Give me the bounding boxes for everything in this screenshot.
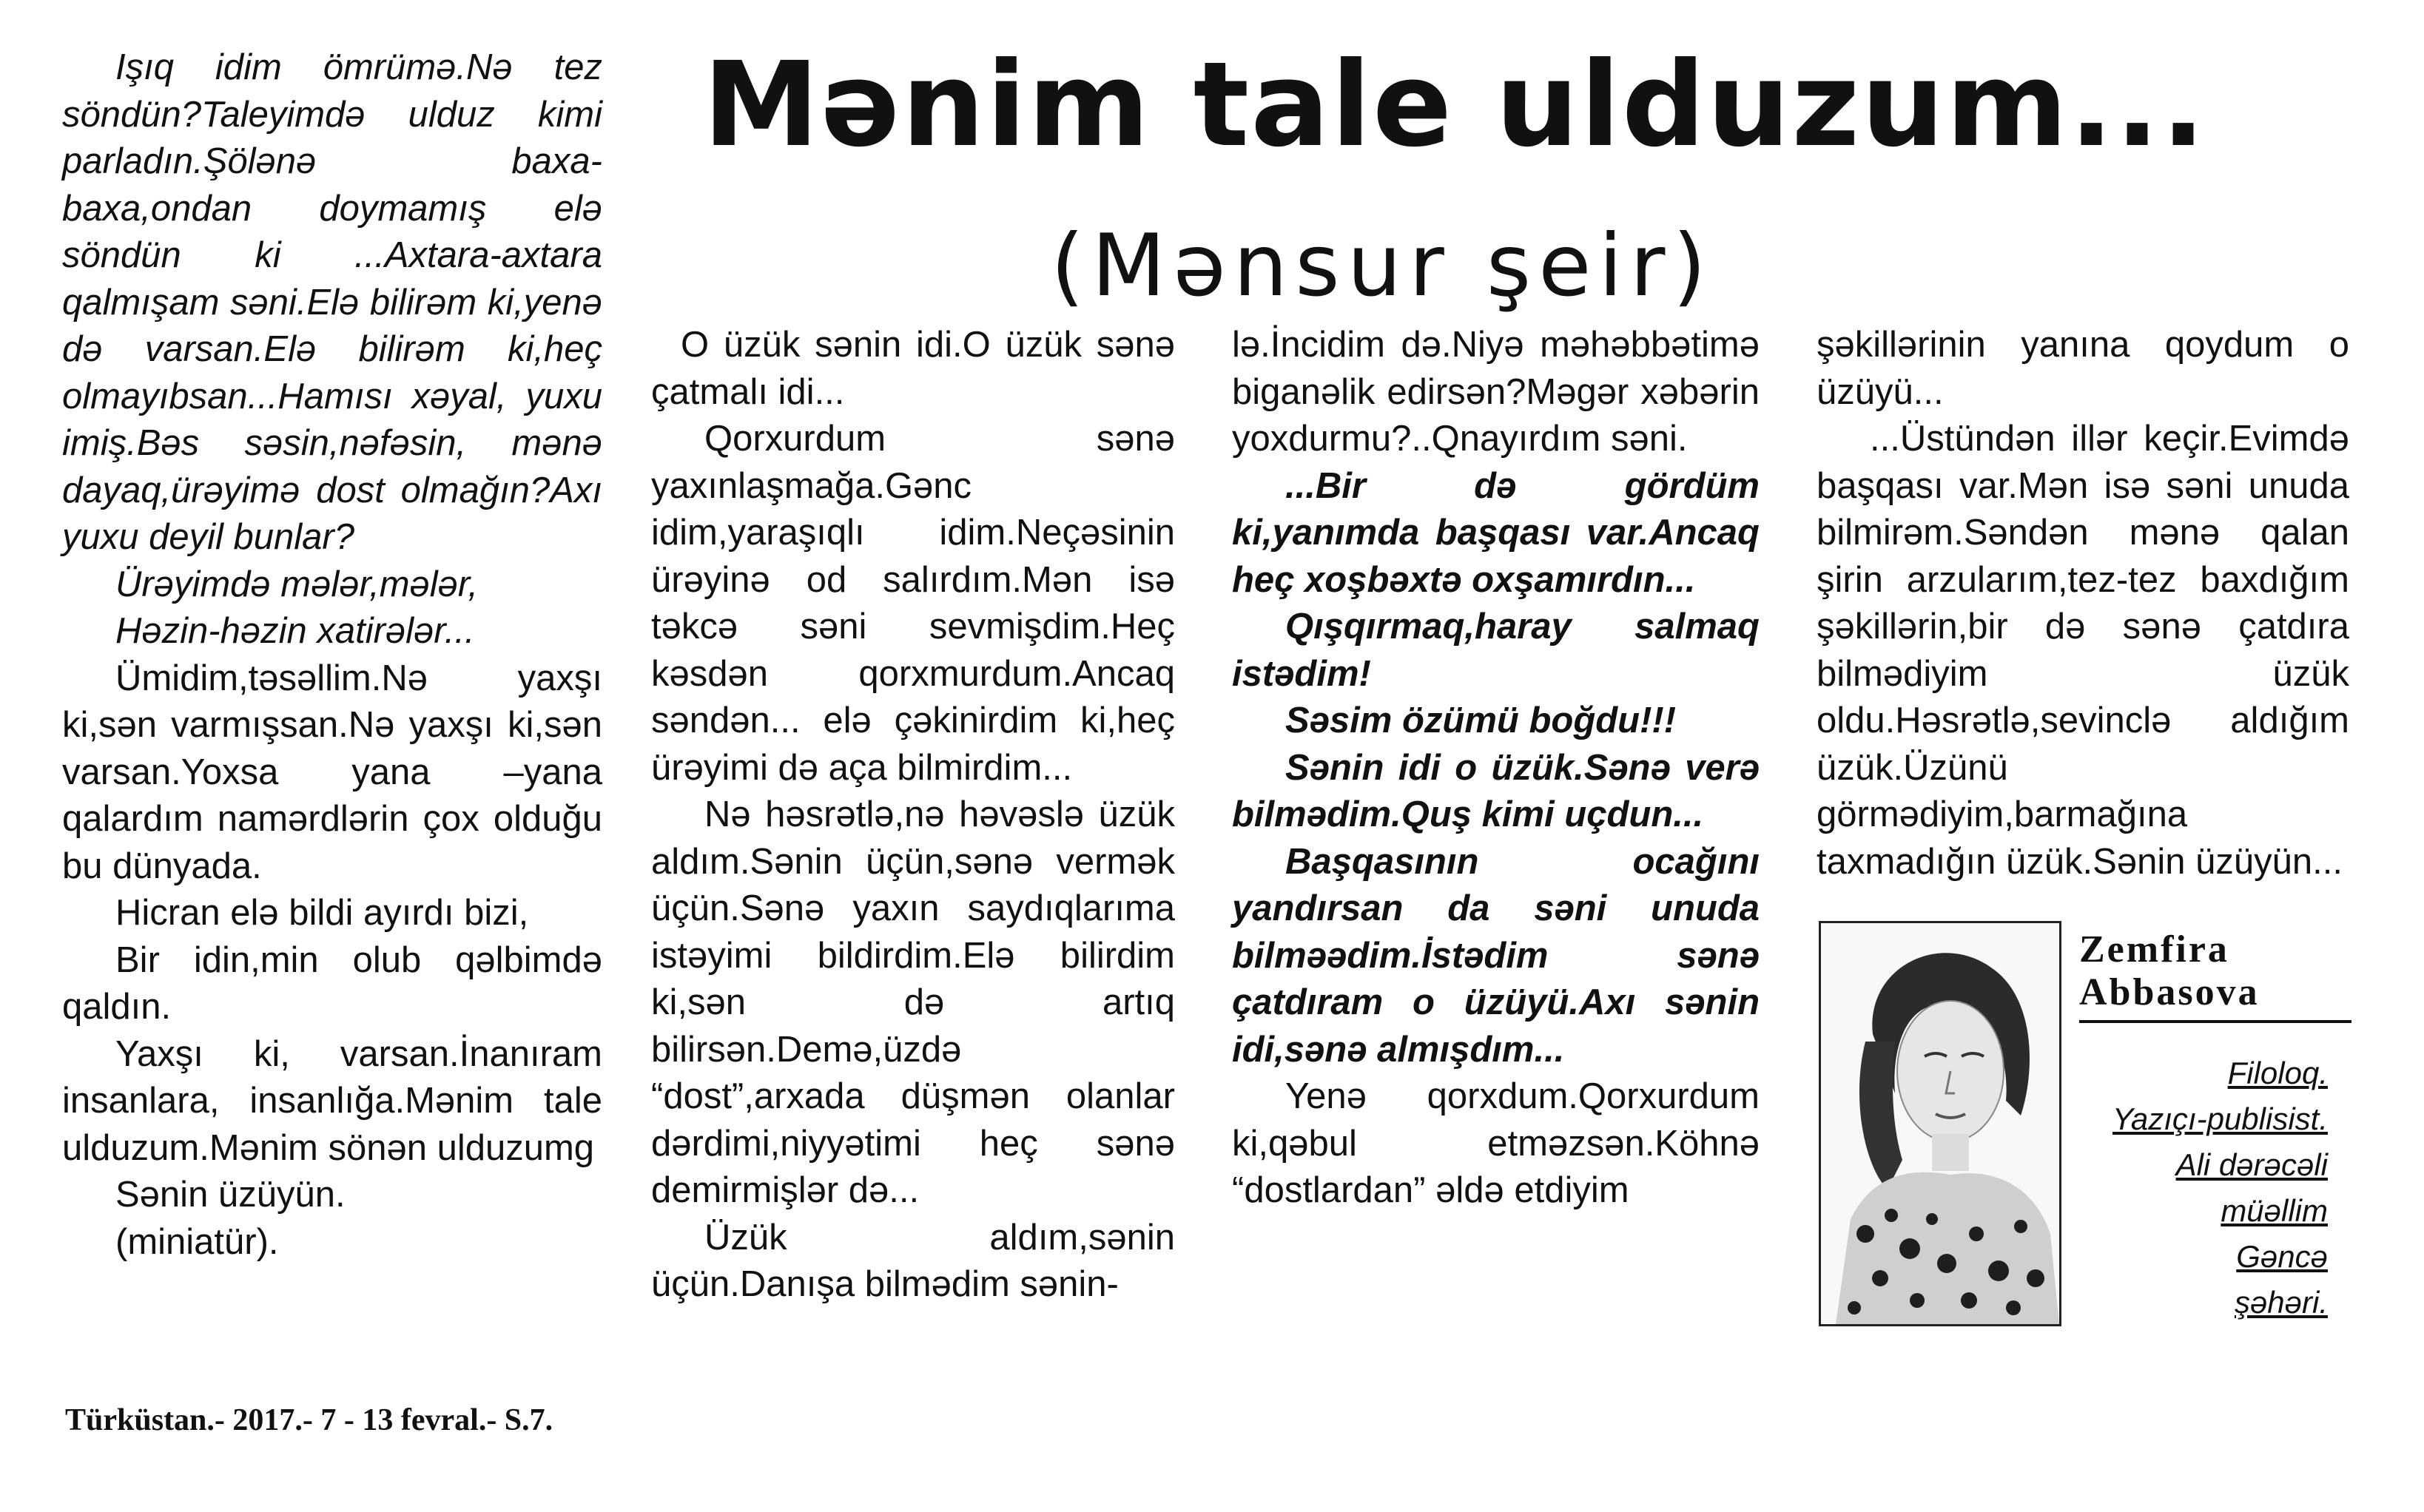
author-info-line: Ali dərəcəli xyxy=(2175,1147,2328,1182)
author-info-line: Gəncə xyxy=(2236,1239,2328,1274)
paragraph: Üzük aldım,sənin üçün.Danışa bilmədim sənin- xyxy=(651,1217,1175,1304)
author-info-line: müəllim xyxy=(2221,1193,2328,1228)
portrait-image xyxy=(1821,923,2059,1324)
paragraph: Yenə qorxdum.Qorxurdum ki,qəbul etməzsən.Köhnə “dostlardan” əldə etdiyim xyxy=(1232,1076,1760,1210)
paragraph: ...Bir də gördüm ki,yanımda başqası var.Ancaq heç xoşbəxtə oxşamırdın... xyxy=(1232,465,1760,600)
text-column-1 xyxy=(62,44,602,1266)
author-box xyxy=(1819,921,2351,1326)
author-credentials xyxy=(2079,1050,2328,1326)
author-info-line: Filoloq. xyxy=(2227,1056,2328,1090)
paragraph: (miniatür). xyxy=(115,1221,279,1262)
source-citation: Türküstan.- 2017.- 7 - 13 fevral.- S.7. xyxy=(65,1403,553,1437)
author-info-line: şəhəri. xyxy=(2234,1285,2328,1320)
paragraph: ...Üstündən illər keçir.Evimdə başqası var.Mən isə səni unuda bilmirəm.Səndən mənə qalan şirin arzularım,tez-tez baxdığım şəkillərin,bir də sənə çatdıra bilmədiyim üzük oldu.Həsrətlə,sevinclə aldığım üzük.Üzünü görmədiyim,barmağına taxmadığın üzük.Sənin üzüyün... xyxy=(1817,419,2349,882)
paragraph: Sənin idi o üzük.Sənə verə bilmədim.Quş kimi uçdun... xyxy=(1232,747,1760,834)
author-photo xyxy=(1819,921,2061,1326)
paragraph: Səsim özümü boğdu!!! xyxy=(1285,701,1677,740)
author-name xyxy=(2079,928,2351,1023)
text-column-2 xyxy=(651,322,1175,1309)
paragraph: O üzük sənin idi.O üzük sənə çatmalı idi... xyxy=(651,325,1175,412)
text-column-4 xyxy=(1817,322,2349,885)
verse-line: Həzin-həzin xatirələr... xyxy=(115,611,475,651)
verse-line: Hicran elə bildi ayırdı bizi, xyxy=(115,893,529,933)
article-title: Mənim tale ulduzum... xyxy=(703,37,2207,173)
paragraph: şəkillərinin yanına qoydum o üzüyü... xyxy=(1817,325,2349,412)
author-info-line: Yazıçı-publisist. xyxy=(2112,1101,2328,1136)
author-last-name: Abbasova xyxy=(2079,971,2260,1013)
article-subtitle: (Mənsur şeir) xyxy=(1051,216,1714,316)
text-column-3 xyxy=(1232,322,1760,1215)
paragraph: Başqasının ocağını yandırsan da səni unuda bilməədim.İstədim sənə çatdıram o üzüyü.Axı sənin idi,sənə almışdım... xyxy=(1232,841,1760,1070)
paragraph: Nə həsrətlə,nə həvəslə üzük aldım.Sənin üçün,sənə vermək üçün.Sənə yaxın saydıqlarıma istəyimi bildirdim.Elə bilirdim ki,sən də artıq bilirsən.Demə,üzdə “dost”,arxada düşmən olanlar dərdimi,niyyətimi heç sənə demirmişlər də... xyxy=(651,794,1175,1210)
paragraph: Ümidim,təsəllim.Nə yaxşı ki,sən varmışsan.Nə yaxşı ki,sən varsan.Yoxsa yana –yana qalardım namərdlərin çox olduğu bu dünyada. xyxy=(62,658,602,886)
paragraph: Qorxurdum sənə yaxınlaşmağa.Gənc idim,yaraşıqlı idim.Neçəsinin ürəyinə od salırdım.Mən isə təkcə səni sevmişdim.Heç kəsdən qorxmurdum.Ancaq səndən... elə çəkinirdim ki,heç ürəyimi də aça bilmirdim... xyxy=(651,419,1175,788)
paragraph: Qışqırmaq,haray salmaq istədim! xyxy=(1232,607,1760,694)
paragraph: Işıq idim ömrümə.Nə tez söndün?Taleyimdə ulduz kimi parladın.Şölənə baxa-baxa,ondan doymamış elə söndün ki ...Axtara-axtara qalmışam səni.Elə bilirəm ki,yenə də varsan.Elə bilirəm ki,heç olmayıbsan...Hamısı xəyal, yuxu imiş.Bəs səsin,nəfəsin, mənə dayaq,ürəyimə dost olmağın?Axı yuxu deyil bunlar? xyxy=(62,47,602,557)
paragraph: Sənin üzüyün. xyxy=(115,1175,346,1215)
paragraph: Yaxşı ki, varsan.İnanıram insanlara, insanlığa.Mənim tale ulduzum.Mənim sönən ulduzumg xyxy=(62,1033,602,1168)
paragraph: lə.İncidim də.Niyə məhəbbətimə biganəlik edirsən?Məgər xəbərin yoxdurmu?..Qnayırdım səni. xyxy=(1232,325,1760,459)
verse-line: Ürəyimdə mələr,mələr, xyxy=(115,564,479,604)
verse-line: Bir idin,min olub qəlbimdə qaldın. xyxy=(62,939,602,1027)
author-first-name: Zemfira xyxy=(2079,928,2229,971)
